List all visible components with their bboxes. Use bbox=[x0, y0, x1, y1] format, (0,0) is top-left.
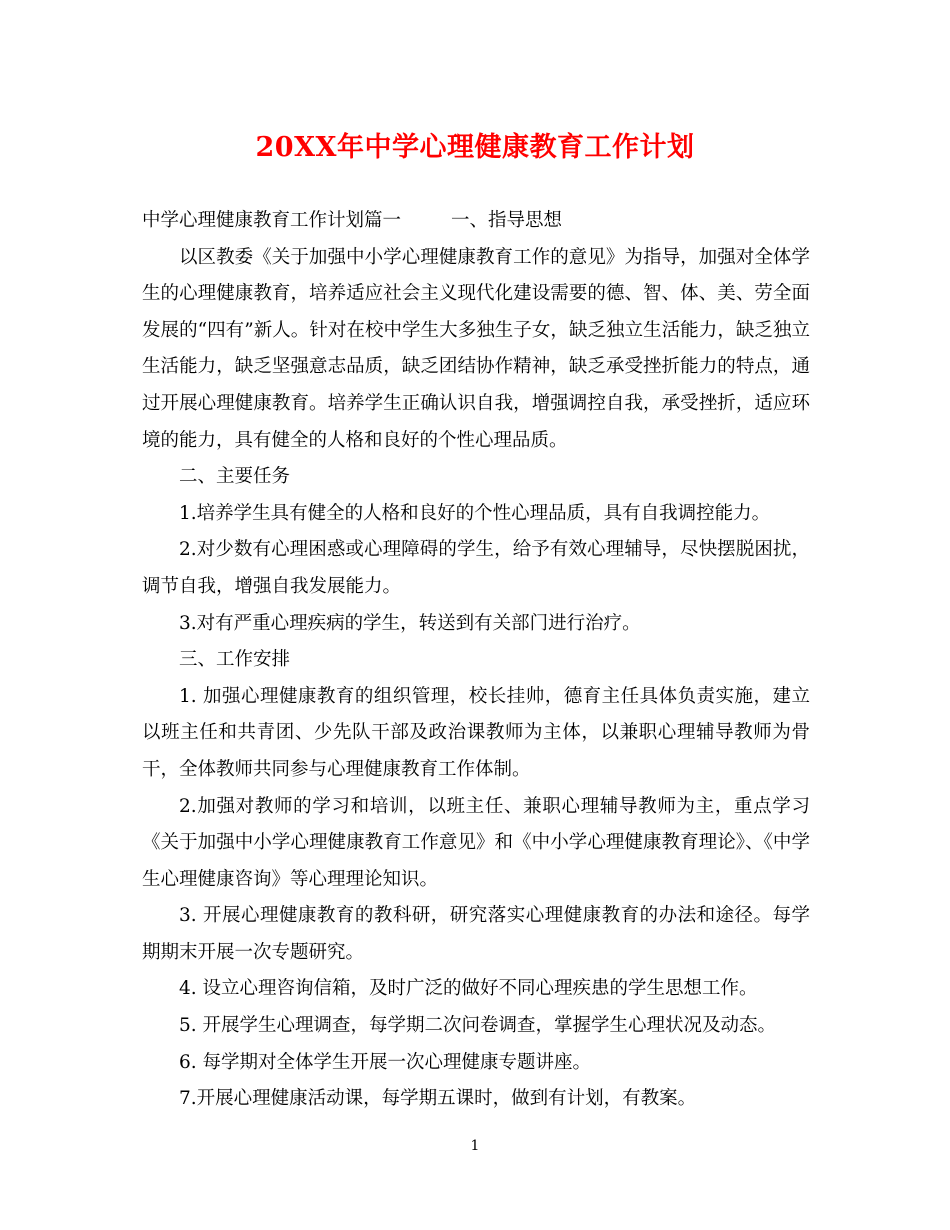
intro-line-right: 一、指导思想 bbox=[451, 210, 563, 231]
intro-line bbox=[142, 203, 810, 240]
heading-main-tasks: 二、主要任务 bbox=[179, 466, 291, 488]
document-body bbox=[142, 203, 810, 1118]
arrangement-item-7: 7.开展心理健康活动课，每学期五课时，做到有计划，有教案。 bbox=[179, 1088, 697, 1110]
task-item-1: 1.培养学生具有健全的人格和良好的个性心理品质，具有自我调控能力。 bbox=[179, 502, 771, 524]
arrangement-item-4: 4. 设立心理咨询信箱，及时广泛的做好不同心理疾患的学生思想工作。 bbox=[179, 978, 758, 1000]
heading-work-arrangement: 三、工作安排 bbox=[179, 649, 291, 671]
arrangement-item-1: 1. 加强心理健康教育的组织管理，校长挂帅，德育主任具体负责实施，建立以班主任和共青团、少先队干部及政治课教师为主体，以兼职心理辅导教师为骨干，全体教师共同参与心理健康教育工作体制。 bbox=[142, 685, 810, 780]
task-item-3: 3.对有严重心理疾病的学生，转送到有关部门进行治疗。 bbox=[179, 612, 641, 634]
arrangement-item-6: 6. 每学期对全体学生开展一次心理健康专题讲座。 bbox=[179, 1051, 592, 1073]
page-number: 1 bbox=[470, 1138, 480, 1154]
intro-line-left: 中学心理健康教育工作计划篇一 bbox=[142, 210, 402, 231]
arrangement-item-2: 2.加强对教师的学习和培训，以班主任、兼职心理辅导教师为主，重点学习《关于加强中小学心理健康教育工作意见》和《中小学心理健康教育理论》、《中学生心理健康咨询》等心理理论知识。 bbox=[142, 795, 810, 890]
arrangement-item-3: 3. 开展心理健康教育的教科研，研究落实心理健康教育的办法和途径。每学期期末开展一次专题研究。 bbox=[142, 905, 810, 963]
arrangement-item-5: 5. 开展学生心理调查，每学期二次问卷调查，掌握学生心理状况及动态。 bbox=[179, 1015, 777, 1037]
document-title: 20XX年中学心理健康教育工作计划 bbox=[255, 132, 695, 163]
task-item-2: 2.对少数有心理困惑或心理障碍的学生，给予有效心理辅导，尽快摆脱困扰，调节自我，增强自我发展能力。 bbox=[142, 539, 810, 597]
paragraph-guiding-ideology: 以区教委《关于加强中小学心理健康教育工作的意见》为指导，加强对全体学生的心理健康教育，培养适应社会主义现代化建设需要的德、智、体、美、劳全面发展的“四有”新人。针对在校中学生大多独生子女，缺乏独立生活能力，缺乏独立生活能力，缺乏坚强意志品质，缺乏团结协作精神，缺乏承受挫折能力的特点，通过开展心理健康教育。培养学生正确认识自我，增强调控自我，承受挫折，适应环境的能力，具有健全的人格和良好的个性心理品质。 bbox=[142, 246, 810, 451]
